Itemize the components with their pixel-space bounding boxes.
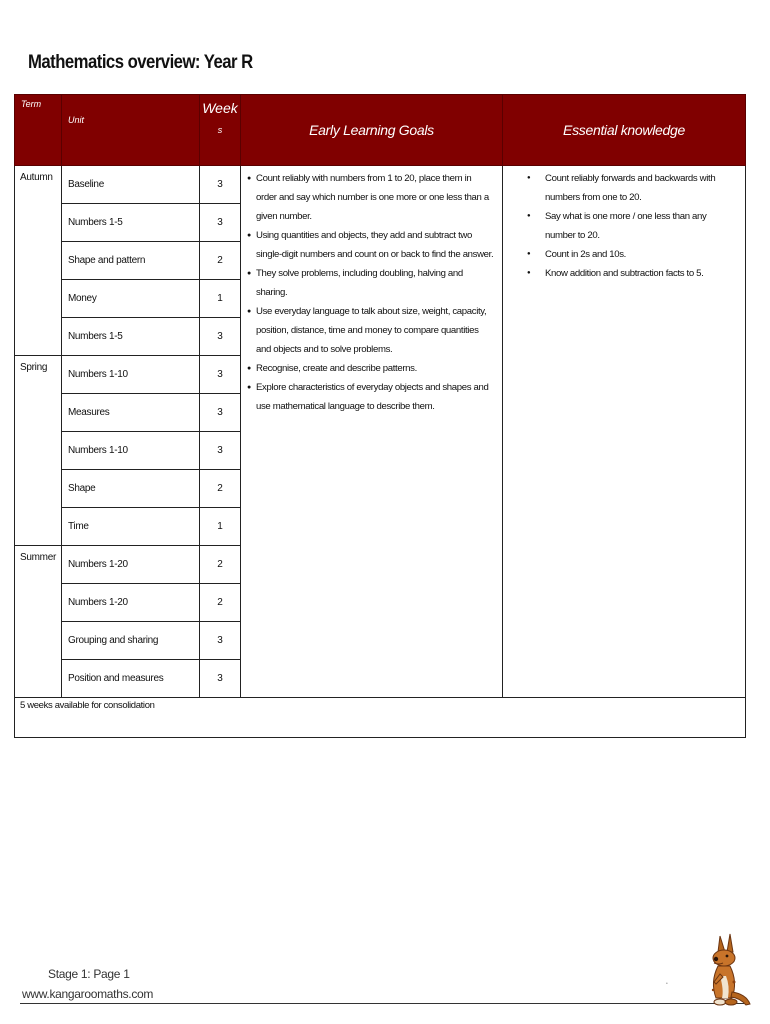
weeks-cell: 3 [200,660,241,698]
list-item: ● Know addition and subtraction facts to 5. [513,264,737,283]
footer-stage: Stage 1: Page 1 [48,967,130,981]
term-summer: Summer [15,546,62,698]
weeks-cell: 3 [200,622,241,660]
unit-cell: Numbers 1-20 [62,546,200,584]
footer-url: www.kangaroomaths.com [22,987,154,1001]
early-learning-goals-list [247,169,494,416]
list-item: ● Use everyday language to talk about size, weight, capacity, position, distance, time and money to compare quantities and objects and to solve problems. [247,302,494,359]
list-item: ● Say what is one more / one less than any number to 20. [513,207,737,245]
footer-divider [20,1003,744,1004]
header-weeks [200,95,241,166]
footnote-row [15,698,746,738]
table-row [15,166,746,204]
unit-cell: Money [62,280,200,318]
early-learning-goals-cell [241,166,503,698]
list-item: ● Count reliably forwards and backwards with numbers from one to 20. [513,169,737,207]
page-title: Mathematics overview: Year R [28,52,253,73]
list-item: ● Count in 2s and 10s. [513,245,737,264]
list-item: ● Explore characteristics of everyday objects and shapes and use mathematical language to describe them. [247,378,494,416]
header-essential-knowledge: Essential knowledge [503,95,746,166]
weeks-cell: 3 [200,204,241,242]
essential-knowledge-list [513,169,737,283]
list-item: ● They solve problems, including doubling, halving and sharing. [247,264,494,302]
unit-cell: Numbers 1-10 [62,432,200,470]
weeks-cell: 2 [200,584,241,622]
weeks-cell: 2 [200,242,241,280]
weeks-cell: 3 [200,318,241,356]
unit-cell: Grouping and sharing [62,622,200,660]
weeks-cell: 1 [200,508,241,546]
overview-table [14,94,746,738]
unit-cell: Measures [62,394,200,432]
unit-cell: Numbers 1-5 [62,204,200,242]
unit-cell: Numbers 1-10 [62,356,200,394]
list-item: ● Using quantities and objects, they add and subtract two single-digit numbers and count on or back to find the answer. [247,226,494,264]
unit-cell: Time [62,508,200,546]
unit-cell: Shape [62,470,200,508]
header-weeks-line2: s [217,125,223,135]
weeks-cell: 3 [200,356,241,394]
footer-dot: • [666,981,668,987]
weeks-cell: 3 [200,166,241,204]
term-autumn: Autumn [15,166,62,356]
consolidation-note: 5 weeks available for consolidation [15,698,746,738]
table-header-row [15,95,746,166]
weeks-cell: 3 [200,432,241,470]
list-item: ● Count reliably with numbers from 1 to 20, place them in order and say which number is one more or one less than a given number. [247,169,494,226]
weeks-cell: 2 [200,546,241,584]
weeks-cell: 1 [200,280,241,318]
weeks-cell: 2 [200,470,241,508]
unit-cell: Baseline [62,166,200,204]
term-spring: Spring [15,356,62,546]
weeks-cell: 3 [200,394,241,432]
kangaroo-logo-icon [700,932,752,1010]
header-weeks-line1: Week [202,100,238,116]
header-unit: Unit [62,95,200,166]
unit-cell: Position and measures [62,660,200,698]
unit-cell: Numbers 1-20 [62,584,200,622]
list-item: ● Recognise, create and describe patterns. [247,359,494,378]
essential-knowledge-cell [503,166,746,698]
unit-cell: Shape and pattern [62,242,200,280]
unit-cell: Numbers 1-5 [62,318,200,356]
header-early-learning-goals: Early Learning Goals [241,95,503,166]
header-term: Term [15,95,62,166]
